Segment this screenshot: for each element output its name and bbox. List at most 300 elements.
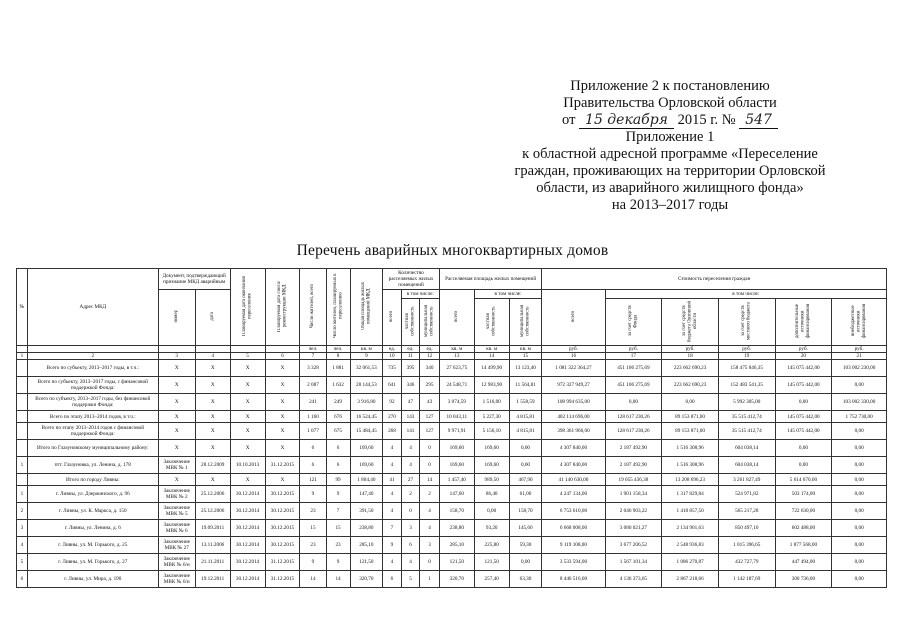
table-cell-c16: 4 307 840,00 [542, 457, 605, 474]
header-residents: Число жителей, всего [300, 269, 326, 346]
table-cell-c13: 3 074,59 [439, 394, 474, 411]
table-cell-no [17, 423, 28, 440]
header-rooms-group: Количество расселяемых жилых помещений [383, 269, 440, 290]
table-cell-c15: 11 564,81 [509, 377, 542, 394]
table-cell-c4: X [195, 394, 230, 411]
table-cell-c4: X [195, 440, 230, 457]
table-cell-address: Всего по субъекту, 2013–2017 годы, без финансовой поддержки Фонда: [27, 394, 158, 411]
table-cell-address: Всего по этапу 2013–2014 годов с финансовой поддержкой Фонда: [27, 423, 158, 440]
table-cell-c10: 735 [383, 360, 402, 377]
table-cell-c8: 7 [326, 503, 350, 520]
table-cell-c19: 432 727,79 [718, 554, 775, 571]
unit-cell: кв. м [509, 346, 542, 353]
table-row [17, 440, 887, 457]
table-cell-c6: 31.12.2015 [265, 571, 300, 588]
table-cell-c11: 346 [401, 377, 420, 394]
header-cost-regional: за счет средств бюджета Орловской области [662, 299, 719, 346]
header-doc-group: Документ, подтверждающий признание МКД аварийным [158, 269, 230, 290]
table-row [17, 423, 887, 440]
table-cell-c9: 3 916,80 [350, 394, 383, 411]
table-cell-c12: 127 [420, 411, 440, 423]
header-cost-group: Стоимость переселения граждан [542, 269, 887, 290]
table-cell-c21: 0,00 [832, 486, 887, 503]
table-cell-c9: 32 061,53 [350, 360, 383, 377]
table-cell-c6: 31.12.2015 [265, 457, 300, 474]
header-total-area: Общая площадь жилых помещений МКД [350, 269, 383, 346]
table-row [17, 360, 887, 377]
table-cell-c18: 89 153 871,00 [662, 423, 719, 440]
table-cell-c3: Заключение МВК № 6 [158, 520, 195, 537]
table-cell-c11: 0 [401, 503, 420, 520]
table-cell-c11: 4 [401, 554, 420, 571]
table-cell-c7: 9 [300, 554, 326, 571]
unit-cell [27, 346, 158, 353]
table-cell-c13: 169,60 [439, 440, 474, 457]
column-number-cell: 3 [158, 353, 195, 360]
table-cell-c18: 1 086 270,87 [662, 554, 719, 571]
column-number-cell: 14 [474, 353, 509, 360]
table-cell-c10: 4 [383, 486, 402, 503]
table-cell-c3: X [158, 394, 195, 411]
table-cell-c13: 158,70 [439, 503, 474, 520]
page-title: Перечень аварийных многоквартирных домов [296, 242, 609, 259]
header-cost-extra: внебюджетные источники финансирования [832, 299, 887, 346]
table-cell-c13: 285,10 [439, 537, 474, 554]
header-rooms-municipal: муниципальная собственность [420, 299, 440, 346]
table-cell-c18: 1 516 308,96 [662, 440, 719, 457]
table-cell-c10: 41 [383, 474, 402, 486]
table-cell-c7: 2 087 [300, 377, 326, 394]
table-cell-c3: X [158, 377, 195, 394]
header-cost-additional: дополнительные источники финансирования [775, 299, 832, 346]
table-cell-c15: 0,00 [509, 457, 542, 474]
table-cell-c17: 2 187 492,90 [605, 457, 662, 474]
table-cell-c20: 602 488,00 [775, 520, 832, 537]
table-cell-c8: 1 632 [326, 377, 350, 394]
table-cell-c9: 285,10 [350, 537, 383, 554]
table-cell-no: 1 [17, 486, 28, 503]
table-cell-c4: X [195, 360, 230, 377]
table-cell-c20: 145 075 442,00 [775, 377, 832, 394]
table-cell-c4: 25.12.2006 [195, 486, 230, 503]
table-cell-c11: 5 [401, 571, 420, 588]
table-cell-c12: 4 [420, 503, 440, 520]
table-cell-c3: Заключение МВК № 1 [158, 457, 195, 474]
table-cell-c11: 4 [401, 457, 420, 474]
table-cell-c6: 30.12.2015 [265, 520, 300, 537]
table-cell-c20: 447 494,00 [775, 554, 832, 571]
table-cell-c4: 19.09.2011 [195, 520, 230, 537]
header-planned-date: Планируемая дата окончания переселения [230, 269, 265, 346]
table-cell-c11: 141 [401, 423, 420, 440]
table-row [17, 474, 887, 486]
table-cell-c17: 0,00 [605, 394, 662, 411]
table-cell-no [17, 377, 28, 394]
column-number-cell: 1 [17, 353, 28, 360]
table-cell-c19: 850 497,10 [718, 520, 775, 537]
table-cell-c8: 99 [326, 474, 350, 486]
unit-cell [158, 346, 195, 353]
table-cell-c3: Заключение МВК № 6/н [158, 571, 195, 588]
table-cell-c8: 23 [326, 537, 350, 554]
table-cell-c19: 3 261 827,49 [718, 474, 775, 486]
table-cell-c18: 0,00 [662, 394, 719, 411]
table-cell-c13: 147,60 [439, 486, 474, 503]
table-cell-c4: X [195, 474, 230, 486]
header-area-private: частная собственность [474, 299, 509, 346]
table-row [17, 554, 887, 571]
table-cell-c13: 320,70 [439, 571, 474, 588]
table-cell-c15: 63,30 [509, 571, 542, 588]
table-cell-c9: 16 524,45 [350, 411, 383, 423]
table-cell-c20: 0,00 [775, 457, 832, 474]
table-cell-c17: 451 106 275,69 [605, 377, 662, 394]
table-cell-c12: 0 [420, 457, 440, 474]
table-cell-c6: X [265, 423, 300, 440]
table-cell-address: Всего по субъекту, 2013–2017 годы, в т.ч.: [27, 360, 158, 377]
table-cell-address: Всего по субъекту, 2013–2017 годы, с финансовой поддержкой Фонда: [27, 377, 158, 394]
table-cell-c14: 14 499,90 [474, 360, 509, 377]
table-cell-c21: 0,00 [832, 440, 887, 457]
table-cell-no [17, 411, 28, 423]
table-cell-c3: X [158, 440, 195, 457]
table-cell-c12: 295 [420, 377, 440, 394]
appendix-line-8: на 2013–2017 годы [611, 197, 729, 213]
table-cell-c14: 12 983,90 [474, 377, 509, 394]
table-cell-c19: 524 971,82 [718, 486, 775, 503]
table-cell-c14: 225,80 [474, 537, 509, 554]
header-address: Адрес МКД [27, 269, 158, 346]
appendix-line-1: Приложение 2 к постановлению [570, 78, 770, 94]
table-cell-address: Итого по Глазуновскому муниципальному району: [27, 440, 158, 457]
table-cell-c9: 391,50 [350, 503, 383, 520]
table-cell-c6: 31.12.2015 [265, 554, 300, 571]
table-cell-c15: 4 815,81 [509, 423, 542, 440]
table-cell-c14: 1 516,00 [474, 394, 509, 411]
unit-cell: ед. [383, 346, 402, 353]
table-cell-c12: 127 [420, 423, 440, 440]
table-cell-c3: Заключение МВК № 5 [158, 503, 195, 520]
table-cell-c13: 1 457,40 [439, 474, 474, 486]
header-cost-fund: за счет средств Фонда [605, 299, 662, 346]
emergency-buildings-table [16, 268, 887, 588]
column-number-cell: 13 [439, 353, 474, 360]
table-cell-c19: 35 515 412,74 [718, 423, 775, 440]
table-cell-c13: 27 623,75 [439, 360, 474, 377]
table-cell-c12: 2 [420, 486, 440, 503]
table-cell-c18: 1 516 308,96 [662, 457, 719, 474]
appendix-line-6: граждан, проживающих на территории Орловской [514, 163, 826, 179]
table-cell-c5: 30.12.2014 [230, 520, 265, 537]
table-cell-c10: 268 [383, 423, 402, 440]
table-cell-c12: 0 [420, 554, 440, 571]
unit-cell [195, 346, 230, 353]
table-cell-c4: 19.12.2011 [195, 571, 230, 588]
table-cell-c10: 4 [383, 440, 402, 457]
table-row [17, 394, 887, 411]
table-cell-c7: 15 [300, 520, 326, 537]
table-cell-c7: 121 [300, 474, 326, 486]
table-cell-address: г. Ливны, ул. К. Маркса, д. 150 [27, 503, 158, 520]
table-cell-c8: 9 [326, 486, 350, 503]
table-cell-c12: 3 [420, 537, 440, 554]
table-cell-c12: 0 [420, 440, 440, 457]
table-cell-c20: 0,00 [775, 394, 832, 411]
table-cell-c21: 103 002 330,00 [832, 394, 887, 411]
column-numbers-row [17, 353, 887, 360]
table-cell-c5: 30.12.2014 [230, 554, 265, 571]
unit-cell: руб. [775, 346, 832, 353]
table-cell-c5: X [230, 474, 265, 486]
table-cell-c14: 5 227,30 [474, 411, 509, 423]
unit-cell: чел. [300, 346, 326, 353]
document-header [470, 78, 870, 214]
table-cell-c5: X [230, 440, 265, 457]
table-cell-c17: 2 046 903,22 [605, 503, 662, 520]
table-cell-c11: 27 [401, 474, 420, 486]
table-cell-c5: 30.12.2014 [230, 503, 265, 520]
unit-cell [265, 346, 300, 353]
header-cost-total: всего [542, 290, 605, 346]
unit-cell: ед. [420, 346, 440, 353]
table-cell-c5: X [230, 360, 265, 377]
table-cell-c12: 4 [420, 520, 440, 537]
table-cell-c16: 4 247 134,00 [542, 486, 605, 503]
table-cell-c8: 249 [326, 394, 350, 411]
header-area-total: всего [439, 290, 474, 346]
table-cell-c14: 86,40 [474, 486, 509, 503]
table-cell-c6: X [265, 411, 300, 423]
table-cell-c7: 1 077 [300, 423, 326, 440]
table-cell-c7: 23 [300, 537, 326, 554]
table-cell-c16: 108 994 635,00 [542, 394, 605, 411]
table-cell-c7: 23 [300, 503, 326, 520]
table-cell-c5: 30.12.2014 [230, 571, 265, 588]
appendix-line-5: к областной адресной программе «Переселение [522, 146, 818, 162]
table-cell-c14: 257,40 [474, 571, 509, 588]
unit-cell: руб. [832, 346, 887, 353]
table-cell-c18: 223 662 690,23 [662, 377, 719, 394]
table-cell-c21: 0,00 [832, 377, 887, 394]
table-cell-c5: 30.12.2014 [230, 486, 265, 503]
table-cell-c7: 9 [300, 486, 326, 503]
table-cell-address: Всего по этапу 2013–2014 годов, в т.ч.: [27, 411, 158, 423]
table-cell-c9: 147,40 [350, 486, 383, 503]
table-cell-c16: 41 140 630,00 [542, 474, 605, 486]
table-cell-address: г. Ливны, ул. М. Горького, д. 27 [27, 554, 158, 571]
table-cell-c18: 1 418 857,50 [662, 503, 719, 520]
table-cell-c13: 238,80 [439, 520, 474, 537]
table-cell-c15: 0,00 [509, 554, 542, 571]
table-cell-c11: 2 [401, 486, 420, 503]
table-cell-c21: 0,00 [832, 423, 887, 440]
table-cell-c16: 1 081 322 364,27 [542, 360, 605, 377]
table-cell-c16: 402 114 696,00 [542, 411, 605, 423]
table-cell-c15: 61,00 [509, 486, 542, 503]
table-cell-c16: 4 307 840,00 [542, 440, 605, 457]
table-cell-c14: 169,60 [474, 440, 509, 457]
table-body [17, 360, 887, 588]
table-cell-c15: 59,30 [509, 537, 542, 554]
table-cell-c11: 3 [401, 520, 420, 537]
unit-cell [230, 346, 265, 353]
table-cell-c18: 2 134 901,63 [662, 520, 719, 537]
column-number-cell: 6 [265, 353, 300, 360]
table-cell-c10: 92 [383, 394, 402, 411]
table-cell-c10: 7 [383, 520, 402, 537]
table-cell-c9: 169,60 [350, 440, 383, 457]
header-rooms-total: всего [383, 290, 402, 346]
table-cell-c17: 4 136 373,65 [605, 571, 662, 588]
header-rooms-private: частная собственность [401, 299, 420, 346]
table-cell-c15: 4 815,81 [509, 411, 542, 423]
table-cell-c13: 121,50 [439, 554, 474, 571]
table-cell-c10: 6 [383, 571, 402, 588]
header-area-including: в том числе: [474, 290, 542, 299]
table-cell-c18: 89 153 871,00 [662, 411, 719, 423]
table-cell-c5: X [230, 394, 265, 411]
table-cell-c9: 28 144,53 [350, 377, 383, 394]
table-cell-c4: X [195, 411, 230, 423]
table-cell-c16: 6 668 008,00 [542, 520, 605, 537]
table-cell-c19: 158 475 846,35 [718, 360, 775, 377]
table-cell-c18: 223 662 690,23 [662, 360, 719, 377]
table-cell-c19: 604 038,14 [718, 457, 775, 474]
table-cell-c20: 145 075 442,00 [775, 360, 832, 377]
table-cell-c16: 972 327 949,27 [542, 377, 605, 394]
handwritten-date: 15 декабря [579, 112, 674, 129]
column-number-cell: 10 [383, 353, 402, 360]
table-row [17, 571, 887, 588]
table-cell-c3: Заключение МВК № 27 [158, 537, 195, 554]
table-cell-c7: 241 [300, 394, 326, 411]
table-cell-c9: 1 804,40 [350, 474, 383, 486]
table-cell-c5: 30.12.2014 [230, 537, 265, 554]
table-cell-c20: 1 877 568,00 [775, 537, 832, 554]
table-cell-c10: 270 [383, 411, 402, 423]
table-cell-c3: X [158, 360, 195, 377]
table-cell-c17: 1 901 158,34 [605, 486, 662, 503]
table-cell-c21: 103 002 230,00 [832, 360, 887, 377]
table-cell-c6: X [265, 474, 300, 486]
table-cell-c19: 1 142 187,69 [718, 571, 775, 588]
table-cell-c8: 675 [326, 423, 350, 440]
table-cell-c10: 9 [383, 537, 402, 554]
table-cell-c6: 30.12.2015 [265, 537, 300, 554]
unit-cell: руб. [542, 346, 605, 353]
column-number-cell: 9 [350, 353, 383, 360]
table-cell-c21: 0,00 [832, 554, 887, 571]
table-cell-c14: 0,00 [474, 503, 509, 520]
table-cell-c15: 145,60 [509, 520, 542, 537]
table-cell-c9: 121,50 [350, 554, 383, 571]
appendix-line-2: Правительства Орловской области [563, 95, 777, 111]
resolution-date-line [470, 112, 870, 129]
table-cell-c5: X [230, 423, 265, 440]
header-doc-date: дата [195, 290, 230, 346]
table-cell-no: 3 [17, 520, 28, 537]
table-cell-c13: 24 548,71 [439, 377, 474, 394]
table-cell-c11: 47 [401, 394, 420, 411]
table-cell-c11: 4 [401, 440, 420, 457]
column-number-cell: 7 [300, 353, 326, 360]
table-cell-c15: 158,70 [509, 503, 542, 520]
table-cell-c3: X [158, 423, 195, 440]
appendix-line-7: области, из аварийного жилищного фонда» [536, 180, 804, 196]
table-cell-c9: 169,60 [350, 457, 383, 474]
table-cell-c18: 2 548 936,83 [662, 537, 719, 554]
header-cost-local: за счет средств местного бюджета [718, 299, 775, 346]
table-cell-c10: 4 [383, 457, 402, 474]
table-cell-c17: 451 106 275,69 [605, 360, 662, 377]
date-prefix: от [562, 112, 576, 128]
table-cell-c21: 1 752 730,00 [832, 411, 887, 423]
table-cell-c20: 145 075 442,00 [775, 423, 832, 440]
table-cell-c11: 6 [401, 537, 420, 554]
table-cell-c9: 238,80 [350, 520, 383, 537]
table-cell-c7: 6 [300, 457, 326, 474]
table-cell-c16: 6 753 610,00 [542, 503, 605, 520]
table-cell-c8: 676 [326, 411, 350, 423]
column-number-cell: 5 [230, 353, 265, 360]
table-cell-address: Итого по городу Ливны: [27, 474, 158, 486]
unit-cell: кв. м [474, 346, 509, 353]
table-cell-c16: 9 119 108,00 [542, 537, 605, 554]
header-demolition-date: Планируемая дата сноса/ реконструкции МКД [265, 269, 300, 346]
table-cell-c3: Заключение МВК № 6/н [158, 554, 195, 571]
table-cell-c12: 43 [420, 394, 440, 411]
unit-cell [17, 346, 28, 353]
handwritten-doc-number: 547 [739, 112, 778, 129]
date-year: 2015 г. № [677, 112, 736, 128]
units-row [17, 346, 887, 353]
table-cell-c6: X [265, 360, 300, 377]
table-row [17, 377, 887, 394]
table-cell-c20: 503 174,00 [775, 486, 832, 503]
unit-cell: руб. [605, 346, 662, 353]
table-row [17, 503, 887, 520]
unit-cell: кв. м [350, 346, 383, 353]
table-cell-c14: 121,50 [474, 554, 509, 571]
table-cell-c17: 3 080 021,27 [605, 520, 662, 537]
header-doc-number: номер [158, 290, 195, 346]
table-cell-c3: Заключение МВК № 2 [158, 486, 195, 503]
header-area-municipal: муниципальная собственность [509, 299, 542, 346]
table-cell-c16: 398 361 966,00 [542, 423, 605, 440]
table-cell-no [17, 360, 28, 377]
unit-cell: руб. [718, 346, 775, 353]
table-cell-c21: 0,00 [832, 457, 887, 474]
table-cell-c6: X [265, 377, 300, 394]
table-cell-c20: 722 630,00 [775, 503, 832, 520]
unit-cell: руб. [662, 346, 719, 353]
table-cell-c18: 2 867 218,66 [662, 571, 719, 588]
table-cell-c5: X [230, 377, 265, 394]
table-cell-c10: 4 [383, 554, 402, 571]
table-row [17, 537, 887, 554]
table-cell-c12: 1 [420, 571, 440, 588]
table-cell-c13: 169,60 [439, 457, 474, 474]
table-cell-c8: 14 [326, 571, 350, 588]
table-cell-c20: 300 736,00 [775, 571, 832, 588]
table-cell-c21: 0,00 [832, 571, 887, 588]
table-cell-c17: 2 187 492,90 [605, 440, 662, 457]
table-cell-c7: 1 160 [300, 411, 326, 423]
table-cell-no [17, 440, 28, 457]
column-number-cell: 12 [420, 353, 440, 360]
table-cell-c4: 28.12.2009 [195, 457, 230, 474]
table-cell-c11: 143 [401, 411, 420, 423]
